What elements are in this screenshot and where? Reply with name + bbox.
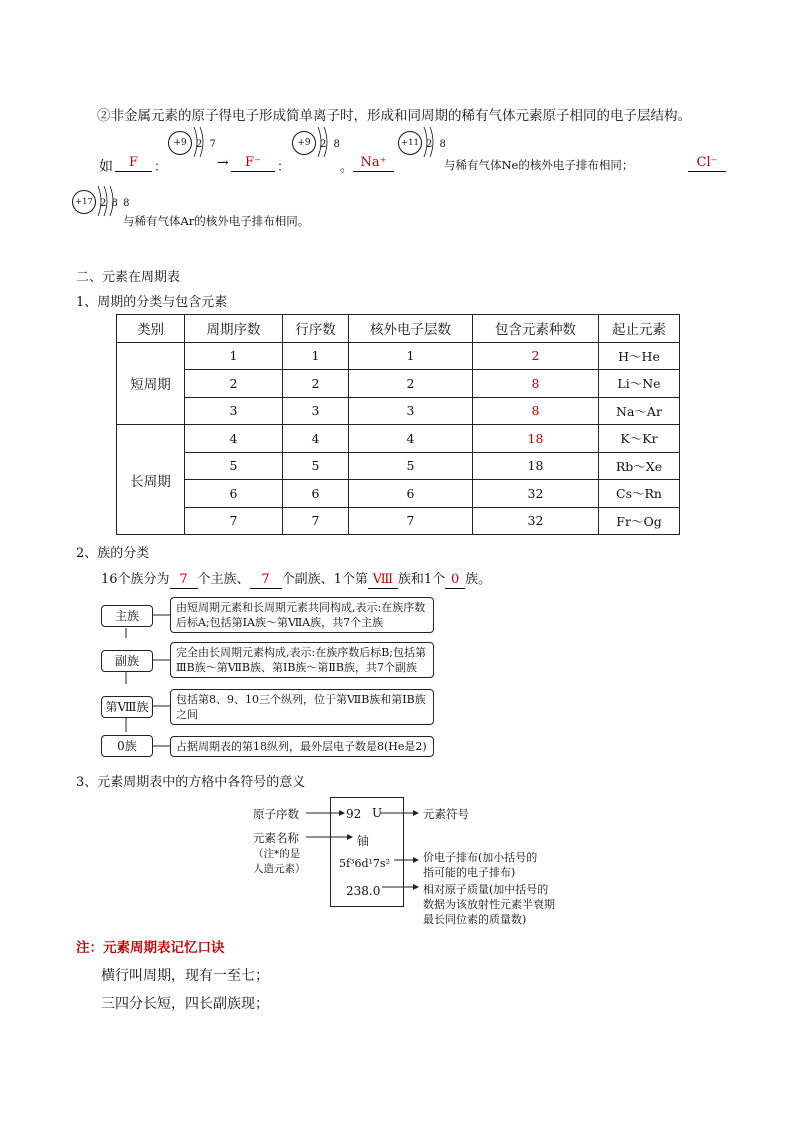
arrow: → — [217, 155, 229, 171]
th-row-no: 行序数 — [283, 315, 349, 343]
label-element-name: 元素名称 — [253, 831, 299, 845]
cell: 1 — [349, 342, 473, 370]
label-config-1: 价电子排布(加小括号的 — [423, 851, 538, 864]
fl-t3: 个副族、1个第 — [281, 572, 368, 587]
family-count-line — [101, 568, 491, 589]
th-category: 类别 — [117, 315, 185, 343]
cell: H～He — [599, 342, 680, 370]
na-ion-diagram — [398, 131, 448, 161]
cell: 5 — [185, 452, 283, 480]
blank-group-8: Ⅷ — [368, 572, 398, 589]
period-mark: 。 — [340, 160, 354, 175]
table-row — [117, 425, 680, 453]
nucleus-f-ion: +9 — [292, 131, 316, 155]
blank-cl-ion: Cl⁻ — [688, 155, 726, 172]
label-mass-3: 最长同位素的质量数) — [423, 913, 527, 926]
family-desc-group8: 包括第8、9、10三个纵列，位于第ⅦB族和第ⅠB族之间 — [170, 689, 434, 725]
cell-count: 2 — [473, 342, 599, 370]
family-label-zero: 0族 — [101, 735, 153, 757]
shells-f: 2 7 — [196, 139, 218, 150]
cell-count: 18 — [473, 452, 599, 480]
cell-mass: 238.0 — [346, 884, 381, 898]
cell-count: 32 — [473, 507, 599, 535]
paragraph-nonmetal-ions: ②非金属元素的原子得电子形成简单离子时，形成和同周期的稀有气体元素原子相同的电子层结构。 — [97, 108, 691, 124]
table-header-row — [117, 315, 680, 343]
cell: 5 — [283, 452, 349, 480]
subheading-families: 2、族的分类 — [76, 546, 150, 561]
family-desc-sub: 完全由长周期元素构成,表示:在族序数后标B;包括第ⅢB族～第ⅦB族、第ⅠB族～第ⅡB族，共7个副族 — [170, 642, 434, 678]
cell-atomic-number: 92 — [346, 807, 362, 821]
table-row — [117, 342, 680, 370]
nucleus-f: +9 — [168, 131, 192, 155]
blank-main-groups: 7 — [170, 572, 198, 589]
short-period-label: 短周期 — [117, 342, 185, 425]
subheading-periods: 1、周期的分类与包含元素 — [76, 295, 228, 310]
blank-sub-groups: 7 — [250, 572, 282, 589]
label-symbol: 元素符号 — [423, 807, 469, 821]
family-desc-main: 由短周期元素和长周期元素共同构成,表示:在族序数后标A;包括第ⅠA族～第ⅦA族，共7个主族 — [170, 597, 434, 633]
cell: 1 — [283, 342, 349, 370]
ne-text: 与稀有气体Ne的核外电子排布相同； — [444, 158, 634, 172]
fl-t4: 族和1个 — [397, 572, 446, 587]
table-row — [117, 452, 680, 480]
colon-2: ： — [277, 160, 291, 175]
label-note-2: 人造元素） — [253, 863, 306, 875]
note-title: 注：元素周期表记忆口诀 — [76, 940, 225, 956]
label-config-2: 指可能的电子排布) — [423, 866, 516, 879]
blank-na-ion: Na⁺ — [353, 155, 394, 172]
th-shells: 核外电子层数 — [349, 315, 473, 343]
cell-count: 32 — [473, 480, 599, 508]
label-atomic-number: 原子序数 — [253, 807, 299, 821]
cell: 3 — [185, 397, 283, 425]
cell-config: 5f³6d¹7s² — [339, 857, 390, 870]
cell-count: 18 — [473, 425, 599, 453]
cell: 2 — [185, 370, 283, 398]
long-period-label: 长周期 — [117, 425, 185, 535]
label-mass-2: 数据为该放射性元素半衰期 — [423, 898, 555, 911]
blank-zero-group: 0 — [445, 572, 465, 589]
cell: 6 — [283, 480, 349, 508]
cell: 6 — [185, 480, 283, 508]
cell: 7 — [283, 507, 349, 535]
f-ion-diagram — [292, 131, 342, 161]
th-element-count: 包含元素种数 — [473, 315, 599, 343]
ar-text: 与稀有气体Ar的核外电子排布相同。 — [123, 214, 310, 228]
th-period-no: 周期序数 — [185, 315, 283, 343]
cell: 4 — [185, 425, 283, 453]
cell: Fr～Og — [599, 507, 680, 535]
cell: 7 — [349, 507, 473, 535]
cell: 1 — [185, 342, 283, 370]
cell-count: 8 — [473, 370, 599, 398]
cell-symbol: U — [372, 806, 383, 820]
subheading-cell-meaning: 3、元素周期表中的方格中各符号的意义 — [76, 775, 306, 790]
colon-1: ： — [154, 160, 168, 175]
fl-t5: 族。 — [465, 572, 492, 587]
cell: 3 — [349, 397, 473, 425]
label-note-1: （注*的是 — [253, 848, 301, 860]
period-table — [116, 314, 680, 535]
cell: 2 — [283, 370, 349, 398]
table-row — [117, 480, 680, 508]
fl-t1: 16个族分为 — [101, 572, 170, 587]
cell: Li～Ne — [599, 370, 680, 398]
cell: 5 — [349, 452, 473, 480]
note-line-2: 三四分长短，四长副族现； — [101, 996, 269, 1012]
cell-count: 8 — [473, 397, 599, 425]
cell-name: 铀 — [357, 834, 370, 848]
note-line-1: 横行叫周期，现有一至七； — [101, 968, 269, 984]
nucleus-cl: +17 — [72, 190, 96, 214]
family-label-sub: 副族 — [101, 650, 153, 672]
cell: 3 — [283, 397, 349, 425]
shells-na: 2 8 — [426, 139, 448, 150]
shells-f-ion: 2 8 — [320, 139, 342, 150]
cell: 7 — [185, 507, 283, 535]
shells-cl: 2 8 8 — [100, 198, 131, 209]
table-row — [117, 397, 680, 425]
cell: Rb～Xe — [599, 452, 680, 480]
family-label-group8: 第Ⅷ族 — [101, 696, 153, 718]
example-prefix: 如 — [99, 159, 113, 175]
th-range: 起止元素 — [599, 315, 680, 343]
cell: Na～Ar — [599, 397, 680, 425]
table-row — [117, 370, 680, 398]
section-heading: 二、元素在周期表 — [76, 270, 181, 285]
cell: K～Kr — [599, 425, 680, 453]
label-mass-1: 相对原子质量(加中括号的 — [423, 883, 549, 896]
nucleus-na: +11 — [398, 131, 422, 155]
blank-f-ion: F⁻ — [231, 155, 275, 172]
cell: 2 — [349, 370, 473, 398]
fl-t2: 个主族、 — [197, 572, 250, 587]
family-desc-zero: 占据周期表的第18纵列，最外层电子数是8(He是2) — [170, 736, 434, 757]
cell: 6 — [349, 480, 473, 508]
f-atom-diagram — [168, 131, 218, 161]
cell: Cs～Rn — [599, 480, 680, 508]
family-label-main: 主族 — [101, 605, 153, 627]
blank-f-atom: F — [115, 155, 152, 172]
cell: 4 — [349, 425, 473, 453]
table-row — [117, 507, 680, 535]
cell: 4 — [283, 425, 349, 453]
